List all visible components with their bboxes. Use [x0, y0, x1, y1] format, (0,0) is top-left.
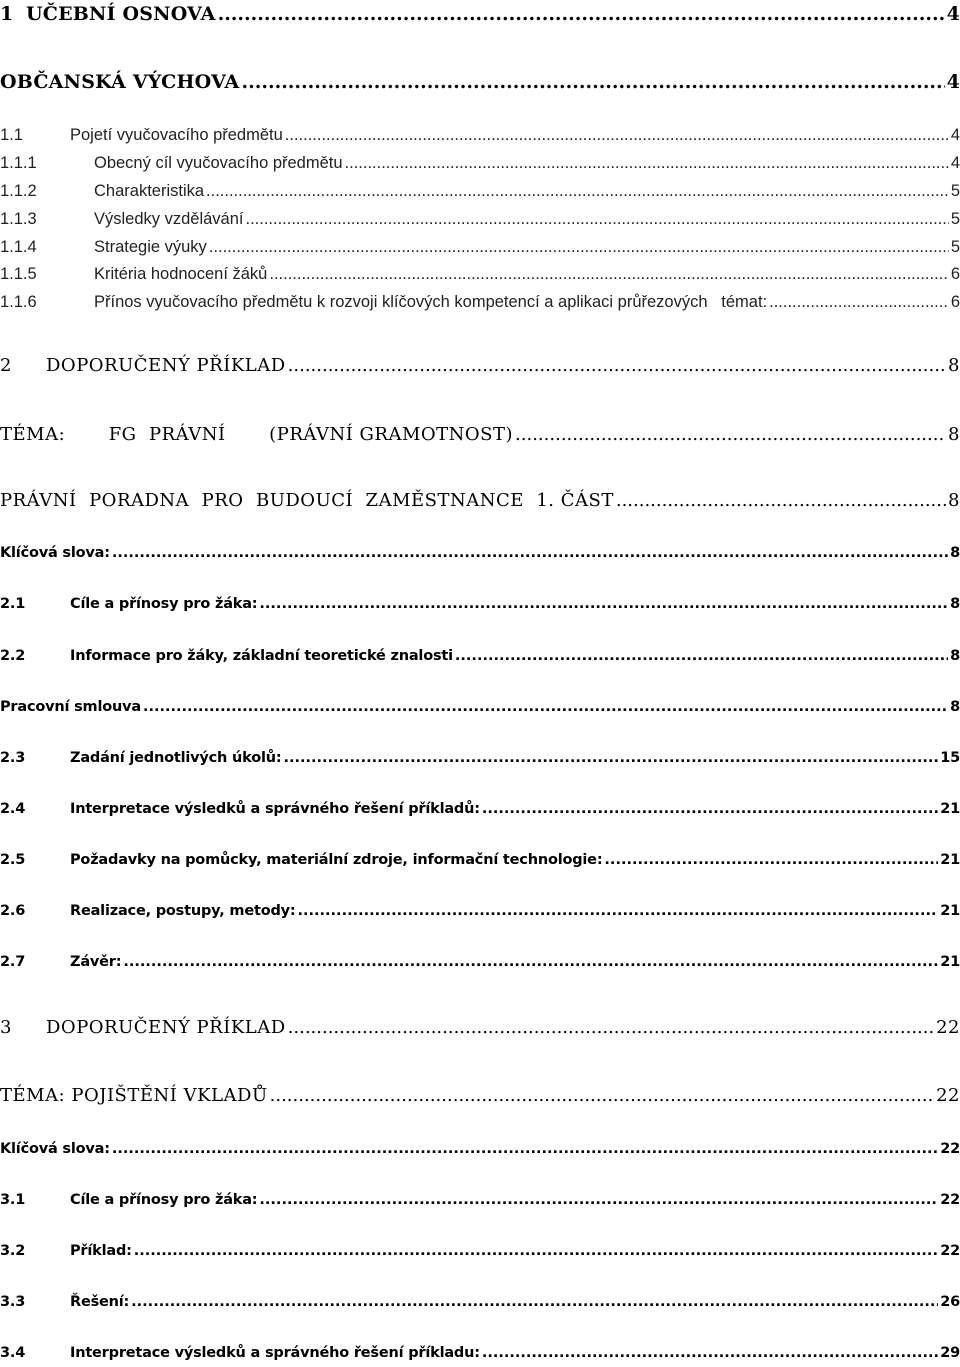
toc-entry-title: Informace pro žáky, základní teoretické znalosti	[70, 648, 453, 664]
toc-entry-title: Cíle a přínosy pro žáka:	[70, 596, 258, 612]
toc-entry-title: Klíčová slova:	[0, 545, 110, 561]
toc-entry[interactable]	[0, 1085, 960, 1106]
toc-entry[interactable]	[0, 545, 960, 561]
toc-entry-title: Obecný cíl vyučovacího předmětu	[94, 154, 343, 172]
toc-entry[interactable]	[0, 154, 960, 173]
dot-leader	[283, 750, 938, 766]
toc-entry[interactable]	[0, 210, 960, 229]
toc-entry-number: 3	[0, 1017, 12, 1038]
toc-entry-page-number: 21	[940, 852, 960, 868]
dot-leader	[218, 3, 945, 25]
toc-entry-page-number: 4	[946, 3, 960, 25]
toc-entry[interactable]	[0, 903, 960, 919]
toc-entry-page-number: 5	[950, 210, 960, 228]
dot-leader	[206, 182, 949, 201]
toc-entry[interactable]	[0, 355, 960, 376]
toc-entry-page-number: 15	[940, 750, 960, 766]
dot-leader	[209, 238, 949, 257]
toc-entry-number: 2.1	[0, 596, 26, 612]
toc-entry[interactable]	[0, 699, 960, 715]
dot-leader	[455, 648, 948, 664]
toc-entry-title: TÉMA: FG PRÁVNÍ (PRÁVNÍ GRAMOTNOST)	[0, 424, 514, 445]
toc-entry[interactable]	[0, 424, 960, 445]
dot-leader	[515, 424, 946, 445]
toc-entry-page-number: 21	[940, 903, 960, 919]
toc-entry[interactable]	[0, 182, 960, 201]
toc-entry-page-number: 5	[950, 182, 960, 200]
toc-entry[interactable]	[0, 1017, 960, 1038]
toc-entry-title: TÉMA: POJIŠTĚNÍ VKLADŮ	[0, 1085, 268, 1106]
toc-entry[interactable]	[0, 71, 960, 93]
toc-entry[interactable]	[0, 648, 960, 664]
toc-entry-page-number: 8	[950, 545, 960, 561]
toc-entry-page-number: 6	[950, 293, 960, 311]
toc-entry-number: 1.1.2	[0, 182, 37, 200]
toc-entry-title: Přínos vyučovacího předmětu k rozvoji klíčových kompetencí a aplikaci průřezových témat:	[94, 293, 768, 311]
toc-entry[interactable]	[0, 596, 960, 612]
toc-entry[interactable]	[0, 1141, 960, 1157]
toc-entry[interactable]	[0, 852, 960, 868]
toc-entry[interactable]	[0, 3, 960, 25]
toc-entry-number: 1.1	[0, 126, 23, 144]
toc-entry[interactable]	[0, 126, 960, 145]
toc-entry-title: Požadavky na pomůcky, materiální zdroje, informační technologie:	[70, 852, 603, 868]
toc-entry-page-number: 4	[946, 71, 960, 93]
toc-entry-page-number: 4	[950, 126, 960, 144]
toc-entry-number: 1.1.6	[0, 293, 37, 311]
toc-entry[interactable]	[0, 1294, 960, 1310]
toc-entry[interactable]	[0, 1192, 960, 1208]
toc-entry-number: 3.3	[0, 1294, 26, 1310]
toc-entry-title: Příklad:	[70, 1243, 132, 1259]
toc-entry[interactable]	[0, 1243, 960, 1259]
toc-entry[interactable]	[0, 490, 960, 511]
toc-entry-page-number: 8	[948, 355, 960, 376]
toc-entry-number: 1.1.3	[0, 210, 37, 228]
dot-leader	[298, 903, 939, 919]
toc-entry[interactable]	[0, 265, 960, 284]
dot-leader	[604, 852, 938, 868]
toc-entry-number: 2.4	[0, 801, 26, 817]
toc-entry-title: Klíčová slova:	[0, 1141, 110, 1157]
toc-entry-page-number: 8	[948, 424, 960, 445]
toc-entry-title: DOPORUČENÝ PŘÍKLAD	[46, 1017, 286, 1038]
toc-entry-page-number: 8	[950, 699, 960, 715]
dot-leader	[112, 545, 948, 561]
toc-entry-title: PRÁVNÍ PORADNA PRO BUDOUCÍ ZAMĚSTNANCE 1. ČÁST	[0, 490, 614, 511]
toc-entry-title: Pojetí vyučovacího předmětu	[70, 126, 283, 144]
dot-leader	[482, 1345, 938, 1361]
dot-leader	[259, 596, 948, 612]
toc-entry-page-number: 21	[940, 801, 960, 817]
toc-entry-title: Výsledky vzdělávání	[94, 210, 244, 228]
toc-entry-number: 3.2	[0, 1243, 26, 1259]
dot-leader	[134, 1243, 938, 1259]
toc-entry-title: Realizace, postupy, metody:	[70, 903, 296, 919]
toc-entry-page-number: 5	[950, 238, 960, 256]
toc-entry-title: Strategie výuky	[94, 238, 207, 256]
toc-entry-page-number: 29	[940, 1345, 960, 1361]
toc-entry[interactable]	[0, 293, 960, 312]
dot-leader	[246, 210, 949, 229]
toc-entry-title: Kritéria hodnocení žáků	[94, 265, 268, 283]
dot-leader	[345, 154, 949, 173]
toc-entry-page-number: 4	[950, 154, 960, 172]
dot-leader	[285, 126, 949, 145]
toc-entry-title: Pracovní smlouva	[0, 699, 141, 715]
dot-leader	[112, 1141, 938, 1157]
toc-entry-page-number: 26	[940, 1294, 960, 1310]
toc-entry-page-number: 8	[948, 490, 960, 511]
toc-entry-number: 2.6	[0, 903, 26, 919]
dot-leader	[482, 801, 938, 817]
toc-entry-title: UČEBNÍ OSNOVA	[26, 3, 216, 25]
toc-entry-number: 2.2	[0, 648, 26, 664]
toc-entry-page-number: 21	[940, 954, 960, 970]
dot-leader	[288, 1017, 934, 1038]
toc-entry-number: 1	[0, 3, 14, 25]
toc-entry-title: Interpretace výsledků a správného řešení příkladu:	[70, 1345, 480, 1361]
toc-entry-number: 3.4	[0, 1345, 26, 1361]
dot-leader	[131, 1294, 938, 1310]
toc-entry[interactable]	[0, 954, 960, 970]
dot-leader	[242, 71, 945, 93]
toc-entry[interactable]	[0, 750, 960, 766]
dot-leader	[270, 1085, 934, 1106]
toc-entry-number: 3.1	[0, 1192, 26, 1208]
toc-entry-page-number: 22	[940, 1141, 960, 1157]
toc-entry-title: Zadání jednotlivých úkolů:	[70, 750, 282, 766]
toc-entry-page-number: 22	[940, 1243, 960, 1259]
toc-entry-number: 2.5	[0, 852, 26, 868]
toc-entry-title: Interpretace výsledků a správného řešení příkladů:	[70, 801, 480, 817]
dot-leader	[259, 1192, 938, 1208]
toc-entry-number: 1.1.1	[0, 154, 37, 172]
toc-entry-title: Charakteristika	[94, 182, 205, 200]
toc-entry-number: 2	[0, 355, 12, 376]
toc-entry-title: Závěr:	[70, 954, 122, 970]
toc-entry-title: DOPORUČENÝ PŘÍKLAD	[46, 355, 286, 376]
toc-entry-number: 1.1.5	[0, 265, 37, 283]
toc-entry[interactable]	[0, 801, 960, 817]
toc-entry[interactable]	[0, 238, 960, 257]
dot-leader	[288, 355, 946, 376]
toc-entry-number: 2.3	[0, 750, 26, 766]
toc-entry-page-number: 8	[950, 596, 960, 612]
dot-leader	[143, 699, 948, 715]
toc-entry-page-number: 8	[950, 648, 960, 664]
toc-entry-page-number: 6	[950, 265, 960, 283]
toc-entry-page-number: 22	[936, 1017, 960, 1038]
toc-entry[interactable]	[0, 1345, 960, 1361]
dot-leader	[769, 293, 949, 312]
toc-entry-title: Řešení:	[70, 1294, 130, 1310]
toc-entry-page-number: 22	[936, 1085, 960, 1106]
toc-entry-title: OBČANSKÁ VÝCHOVA	[0, 71, 240, 93]
toc-entry-number: 1.1.4	[0, 238, 37, 256]
toc-entry-page-number: 22	[940, 1192, 960, 1208]
dot-leader	[123, 954, 938, 970]
dot-leader	[269, 265, 948, 284]
dot-leader	[616, 490, 946, 511]
toc-entry-number: 2.7	[0, 954, 26, 970]
toc-entry-title: Cíle a přínosy pro žáka:	[70, 1192, 258, 1208]
